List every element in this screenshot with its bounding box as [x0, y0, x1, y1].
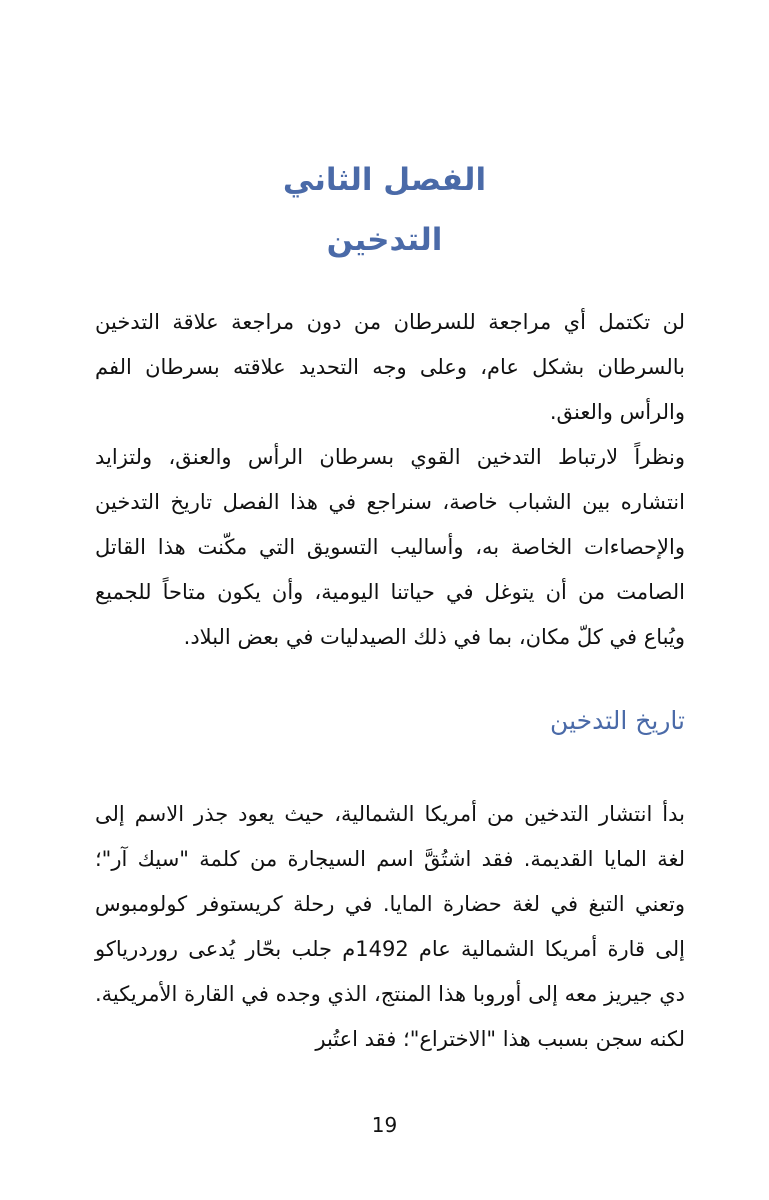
intro-paragraph-1: لن تكتمل أي مراجعة للسرطان من دون مراجعة علاقة التدخين بالسرطان بشكل عام، وعلى وجه التحديد علاقته بسرطان الفم والرأس والعنق.	[95, 310, 685, 424]
chapter-heading	[100, 150, 669, 270]
section-heading: تاريخ التدخين	[550, 706, 685, 735]
chapter-title: التدخين	[326, 222, 443, 258]
history-paragraph: بدأ انتشار التدخين من أمريكا الشمالية، حيث يعود جذر الاسم إلى لغة المايا القديمة. فقد اشتُقَّ اسم السيجارة من كلمة "سيك آر"؛ وتعني التبغ في لغة حضارة المايا. في رحلة كريستوفر كولومبوس إلى قارة أمريكا الشمالية عام 1492م جلب بحّار يُدعى روردرياكو دي جيريز معه إلى أوروبا هذا المنتج، الذي وجده في القارة الأمريكية. لكنه سجن بسبب هذا "الاختراع"؛ فقد اعتُبر	[95, 802, 686, 1051]
intro-paragraph-2: ونظراً لارتباط التدخين القوي بسرطان الرأس والعنق، ولتزايد انتشاره بين الشباب خاصة، سنراجع في هذا الفصل تاريخ التدخين والإحصاءات الخاصة به، وأساليب التسويق التي مكّنت هذا القاتل الصامت من أن يتوغل في حياتنا اليومية، وأن يكون متاحاً للجميع ويُباع في كلّ مكان، بما في ذلك الصيدليات في بعض البلاد.	[95, 445, 685, 649]
page-number: 19	[371, 1113, 398, 1137]
intro-text	[95, 300, 685, 660]
chapter-number-label: الفصل الثاني	[282, 162, 487, 198]
history-text	[95, 792, 685, 1062]
